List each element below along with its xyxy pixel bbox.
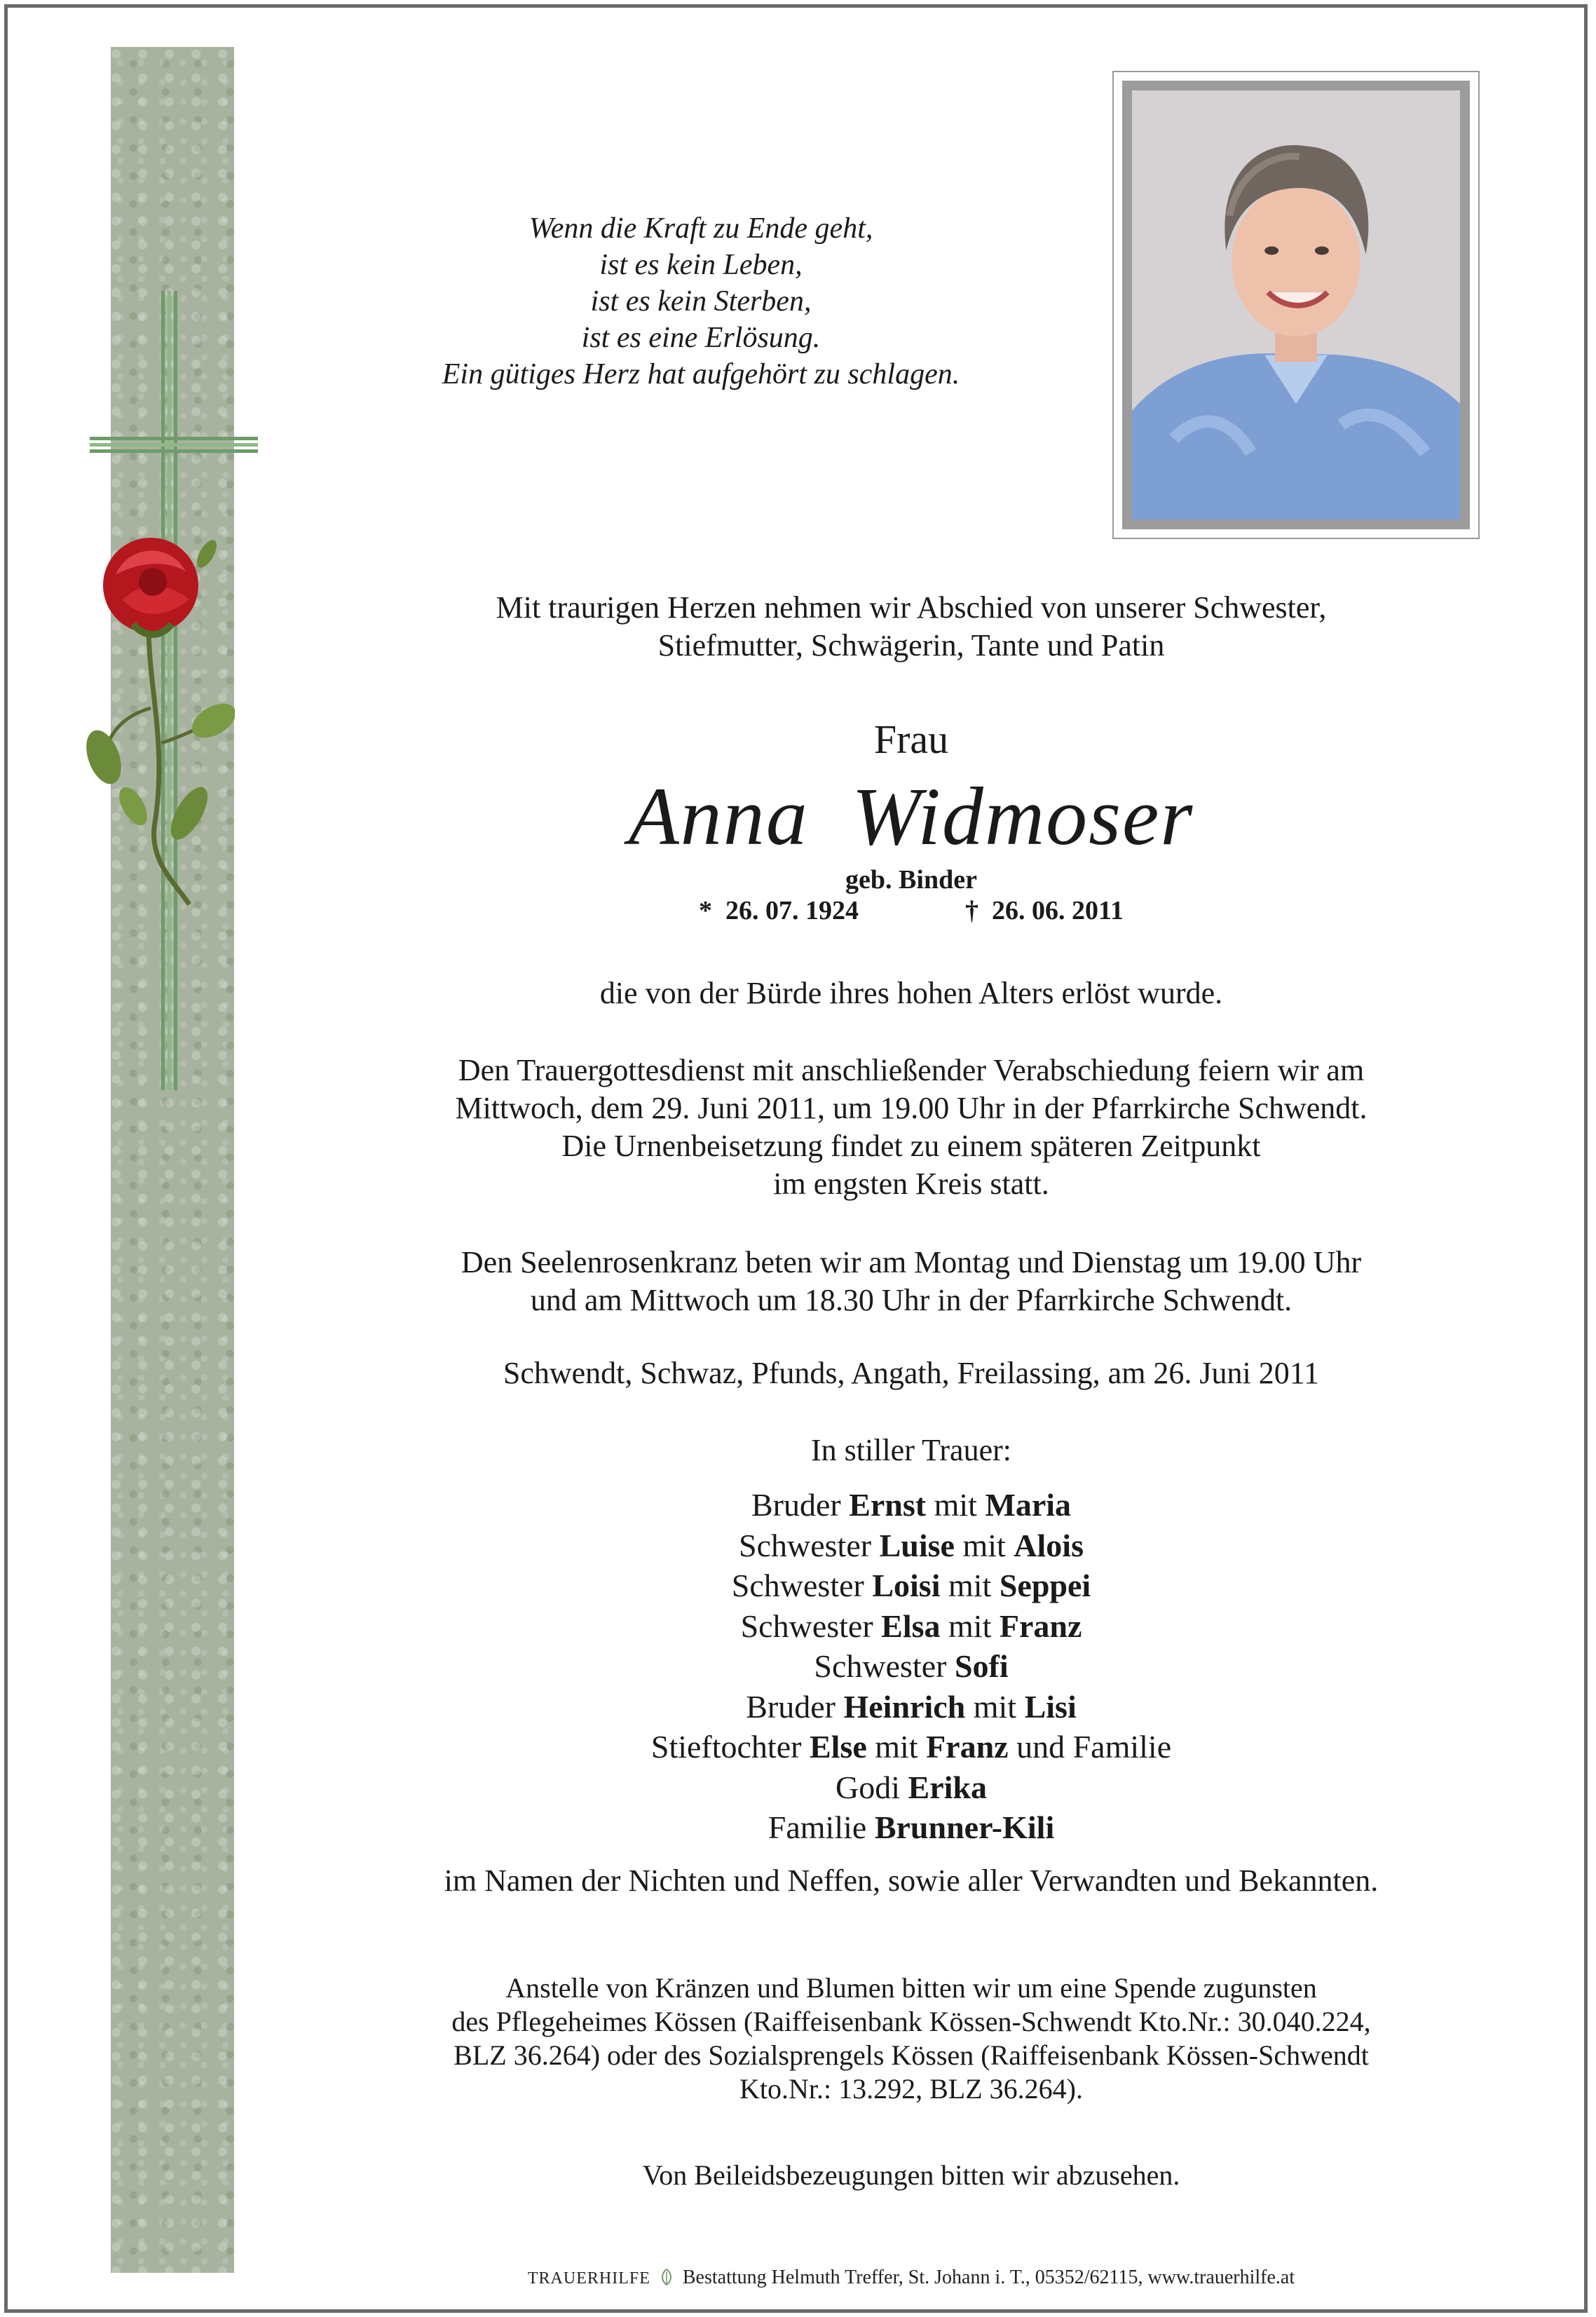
mourner-row: Schwester Loisi mit Seppei	[731, 1568, 1091, 1603]
verse-line: Wenn die Kraft zu Ende geht,	[528, 212, 873, 245]
mourner-row: Bruder Heinrich mit Lisi	[746, 1688, 1077, 1725]
intro-line: Mit traurigen Herzen nehmen wir Abschied von unserer Schwester,	[496, 590, 1327, 625]
mourners-list	[336, 1485, 1486, 1848]
mourner-row: Schwester Luise mit Alois	[739, 1527, 1084, 1563]
service-line: Die Urnenbeisetzung findet zu einem späteren Zeitpunkt	[561, 1129, 1261, 1163]
mourner-row: Stieftochter Else mit Franz und Familie	[650, 1729, 1172, 1765]
portrait-frame	[1112, 71, 1480, 539]
mourner-row: Godi Erika	[835, 1769, 987, 1805]
mourner-row: Schwester Elsa mit Franz	[740, 1608, 1082, 1644]
condolence-note: Von Beileidsbezeugungen bitten wir abzusehen.	[642, 2159, 1180, 2191]
footer	[336, 2266, 1486, 2290]
life-dates: * 26. 07. 1924 † 26. 06. 2011	[699, 896, 1124, 925]
verse	[336, 210, 1065, 393]
donation-line: BLZ 36.264) oder des Sozialsprengels Kössen (Raiffeisenbank Kössen-Schwendt	[453, 2039, 1369, 2071]
service-line: Mittwoch, dem 29. Juni 2011, um 19.00 Uhr in der Pfarrkirche Schwendt.	[455, 1091, 1367, 1125]
footer-brand: TRAUERHILFE	[527, 2269, 650, 2288]
portrait-photo	[1132, 90, 1460, 519]
intro-line: Stiefmutter, Schwägerin, Tante und Patin	[657, 628, 1165, 663]
service-line: im engsten Kreis statt.	[773, 1167, 1049, 1201]
place-date: Schwendt, Schwaz, Pfunds, Angath, Freilassing, am 26. Juni 2011	[503, 1356, 1320, 1390]
release-text: die von der Bürde ihres hohen Alters erlöst wurde.	[599, 976, 1223, 1010]
rosary-line: und am Mittwoch um 18.30 Uhr in der Pfarrkirche Schwendt.	[530, 1283, 1293, 1317]
service-line: Den Trauergottesdienst mit anschließender Verabschiedung feiern wir am	[458, 1053, 1365, 1087]
rosary-info	[336, 1244, 1486, 1319]
service-info	[336, 1052, 1486, 1203]
donation-line: des Pflegeheimes Kössen (Raiffeisenbank Kössen-Schwendt Kto.Nr.: 30.040.224,	[451, 2006, 1371, 2037]
verse-line: ist es eine Erlösung.	[581, 322, 821, 354]
portrait-mat	[1122, 81, 1470, 529]
mourner-row: Schwester Sofi	[814, 1648, 1009, 1684]
rosary-line: Den Seelenrosenkranz beten wir am Montag und Dienstag um 19.00 Uhr	[461, 1245, 1362, 1279]
verse-line: ist es kein Leben,	[599, 249, 803, 281]
donation-info	[336, 1971, 1486, 2106]
relatives-text: im Namen der Nichten und Neffen, sowie aller Verwandten und Bekannten.	[444, 1863, 1379, 1898]
salutation: Frau	[873, 716, 949, 762]
mourner-row: Bruder Ernst mit Maria	[751, 1487, 1072, 1523]
donation-line: Kto.Nr.: 13.292, BLZ 36.264).	[739, 2073, 1083, 2105]
footer-text: Bestattung Helmuth Treffer, St. Johann i. T., 05352/62115, www.trauerhilfe.at	[682, 2267, 1295, 2288]
rose-icon	[84, 533, 235, 911]
deceased-name: Anna Widmoser	[628, 770, 1194, 862]
leaf-icon	[658, 2268, 675, 2286]
verse-line: ist es kein Sterben,	[590, 285, 812, 318]
mourner-row: Familie Brunner-Kili	[768, 1809, 1055, 1845]
verse-line: Ein gütiges Herz hat aufgehört zu schlagen.	[442, 358, 960, 390]
donation-line: Anstelle von Kränzen und Blumen bitten wir um eine Spende zugunsten	[505, 1972, 1317, 2004]
intro	[336, 589, 1486, 665]
mourning-heading: In stiller Trauer:	[811, 1433, 1011, 1467]
birth-name: geb. Binder	[845, 865, 977, 895]
